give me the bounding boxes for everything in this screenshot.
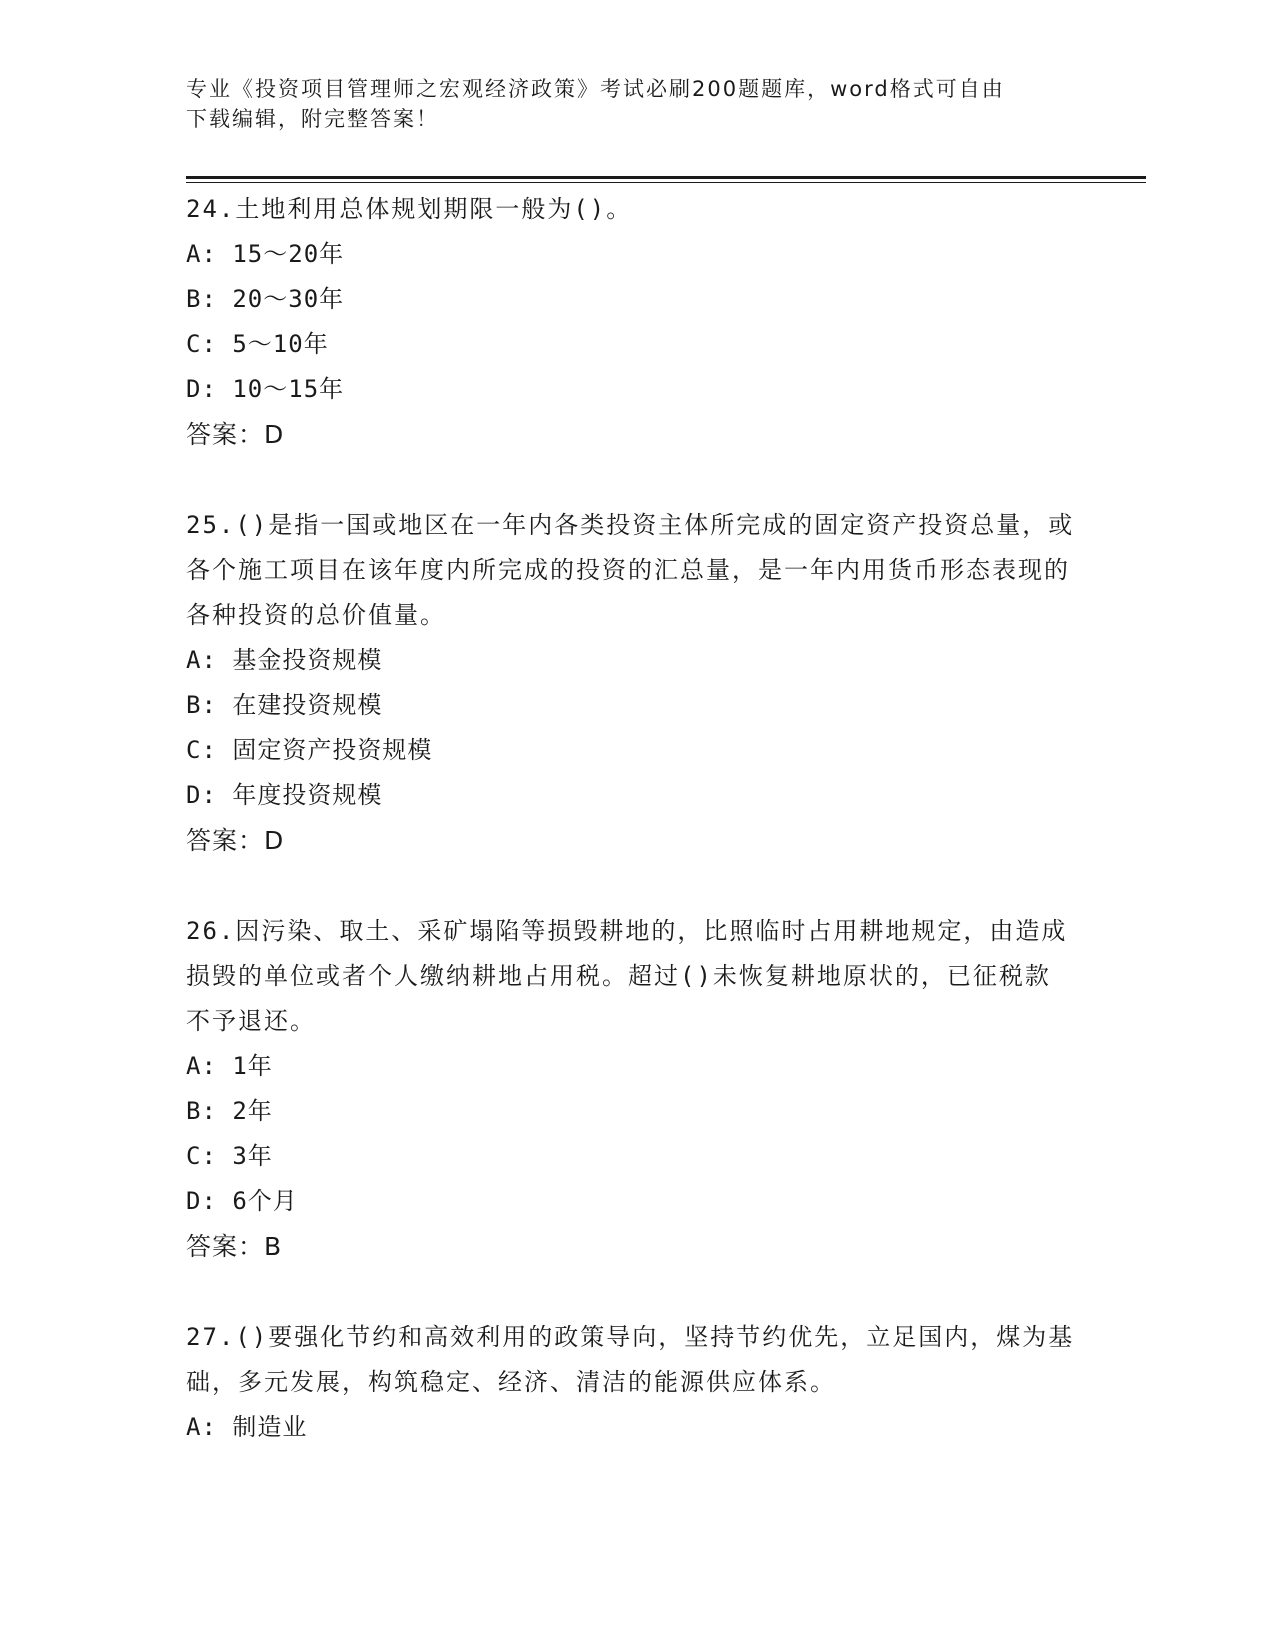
- header-line-2: 下载编辑，附完整答案！: [186, 107, 439, 131]
- answer: 答案：D: [186, 420, 285, 449]
- option-b: B: 在建投资规模: [186, 691, 383, 719]
- answer: 答案：B: [186, 1232, 283, 1261]
- option-d: D: 6个月: [186, 1187, 298, 1215]
- header-line-1: 专业《投资项目管理师之宏观经济政策》考试必刷200题题库，word格式可自由: [186, 77, 1005, 101]
- option-c: C: 3年: [186, 1142, 273, 1170]
- question-stem: 27.()要强化节约和高效利用的政策导向，坚持节约优先，立足国内，煤为基础，多元发展，构筑稳定、经济、清洁的能源供应体系。: [186, 1323, 1075, 1396]
- answer: 答案：D: [186, 826, 285, 855]
- option-c: C: 固定资产投资规模: [186, 736, 433, 764]
- option-a: A: 基金投资规模: [186, 646, 383, 674]
- question-stem: 26.因污染、取土、采矿塌陷等损毁耕地的，比照临时占用耕地规定，由造成损毁的单位或者个人缴纳耕地占用税。超过()未恢复耕地原状的，已征税款不予退还。: [186, 917, 1068, 1035]
- header-divider-thin: [186, 182, 1146, 183]
- option-b: B: 20～30年: [186, 285, 345, 313]
- document-header: [186, 74, 1066, 134]
- question-list: [186, 187, 1076, 1496]
- option-a: A: 制造业: [186, 1413, 308, 1441]
- option-d: D: 年度投资规模: [186, 781, 383, 809]
- question-25: [186, 503, 1076, 863]
- question-stem: 25.()是指一国或地区在一年内各类投资主体所完成的固定资产投资总量，或各个施工项目在该年度内所完成的投资的汇总量，是一年内用货币形态表现的各种投资的总价值量。: [186, 511, 1075, 629]
- option-a: A: 1年: [186, 1052, 273, 1080]
- question-26: [186, 909, 1076, 1269]
- header-divider-thick: [186, 176, 1146, 179]
- option-d: D: 10～15年: [186, 375, 345, 403]
- option-b: B: 2年: [186, 1097, 273, 1125]
- option-c: C: 5～10年: [186, 330, 329, 358]
- question-27: [186, 1315, 1076, 1450]
- question-24: [186, 187, 1076, 457]
- question-stem: 24.土地利用总体规划期限一般为()。: [186, 195, 633, 223]
- option-a: A: 15～20年: [186, 240, 345, 268]
